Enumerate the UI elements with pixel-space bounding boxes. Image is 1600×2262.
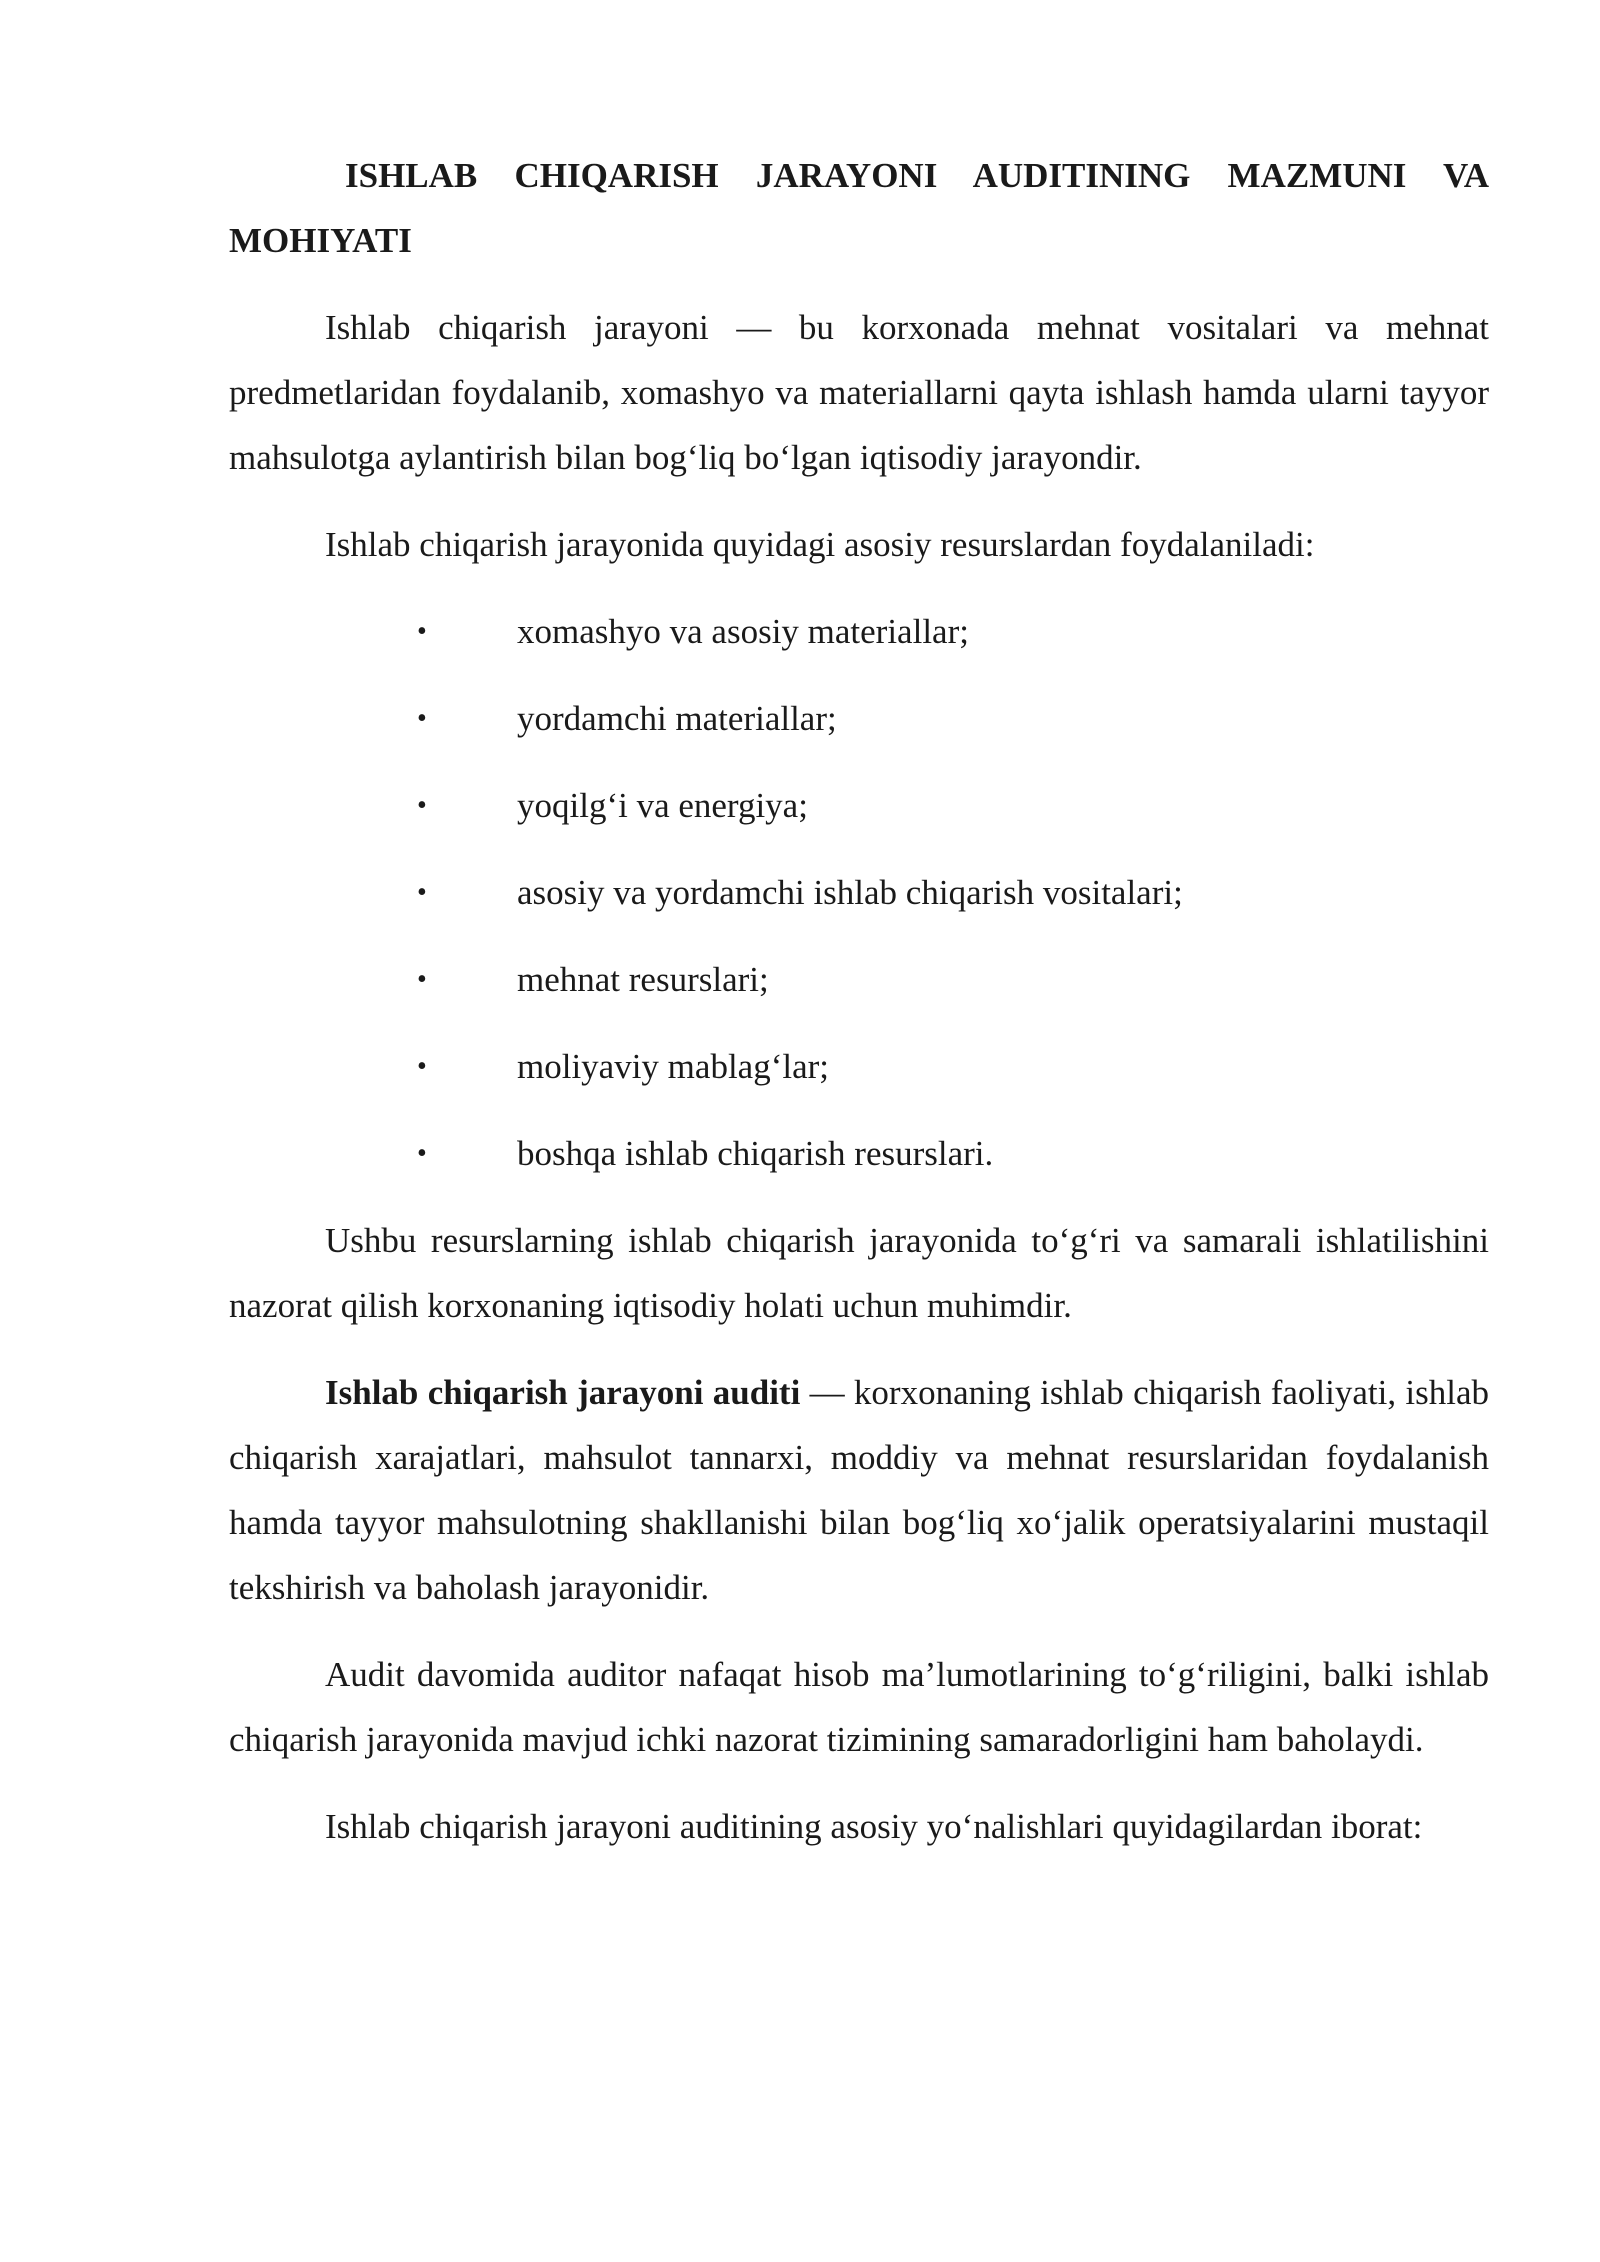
resources-list: [229, 599, 1489, 1186]
bullet-icon: •: [417, 1051, 427, 1082]
list-item-text: asosiy va yordamchi ishlab chiqarish vositalari;: [517, 873, 1183, 912]
audit-definition-text: — korxonaning ishlab chiqarish faoliyati, ishlab chiqarish xarajatlari, mahsulot tannarxi, moddiy va mehnat resurslaridan foydalanish hamda tayyor mahsulotning shakllanishi bilan bog‘liq xo‘jalik operatsiyalarini mustaqil tekshirish va baholash jarayonidir.: [229, 1373, 1489, 1607]
list-item-text: yordamchi materiallar;: [517, 699, 837, 738]
paragraph-resources-intro: Ishlab chiqarish jarayonida quyidagi asosiy resurslardan foydalaniladi:: [325, 525, 1315, 564]
bullet-icon: •: [417, 1138, 427, 1169]
bullet-icon: •: [417, 703, 427, 734]
bullet-icon: •: [417, 877, 427, 908]
paragraph-audit-definition: [229, 1360, 1489, 1620]
list-item: [229, 599, 1489, 664]
list-item: [229, 860, 1489, 925]
document-body: [229, 143, 1489, 1881]
bullet-icon: •: [417, 616, 427, 647]
list-item-text: mehnat resurslari;: [517, 960, 769, 999]
list-item-text: moliyaviy mablag‘lar;: [517, 1047, 829, 1086]
bullet-icon: •: [417, 790, 427, 821]
list-item-text: xomashyo va asosiy materiallar;: [517, 612, 969, 651]
bullet-icon: •: [417, 964, 427, 995]
list-item: [229, 686, 1489, 751]
list-item: [229, 773, 1489, 838]
document-title: ISHLAB CHIQARISH JARAYONI AUDITINING MAZMUNI VA MOHIYATI: [229, 156, 1489, 260]
list-item: [229, 1034, 1489, 1099]
paragraph-audit-directions: Ishlab chiqarish jarayoni auditining asosiy yo‘nalishlari quyidagilardan iborat:: [325, 1807, 1423, 1846]
paragraph-auditor-role: Audit davomida auditor nafaqat hisob ma’lumotlarining to‘g‘riligini, balki ishlab chiqarish jarayonida mavjud ichki nazorat tizimining samaradorligini ham baholaydi.: [229, 1655, 1489, 1759]
list-item: [229, 1121, 1489, 1186]
paragraph-definition: Ishlab chiqarish jarayoni — bu korxonada mehnat vositalari va mehnat predmetlaridan foydalanib, xomashyo va materiallarni qayta ishlash hamda ularni tayyor mahsulotga aylantirish bilan bog‘liq bo‘lgan iqtisodiy jarayondir.: [229, 308, 1489, 477]
audit-term: Ishlab chiqarish jarayoni auditi: [325, 1373, 801, 1412]
paragraph-resource-control: Ushbu resurslarning ishlab chiqarish jarayonida to‘g‘ri va samarali ishlatilishini nazorat qilish korxonaning iqtisodiy holati uchun muhimdir.: [229, 1221, 1489, 1325]
list-item-text: boshqa ishlab chiqarish resurslari.: [517, 1134, 994, 1173]
list-item-text: yoqilg‘i va energiya;: [517, 786, 808, 825]
list-item: [229, 947, 1489, 1012]
